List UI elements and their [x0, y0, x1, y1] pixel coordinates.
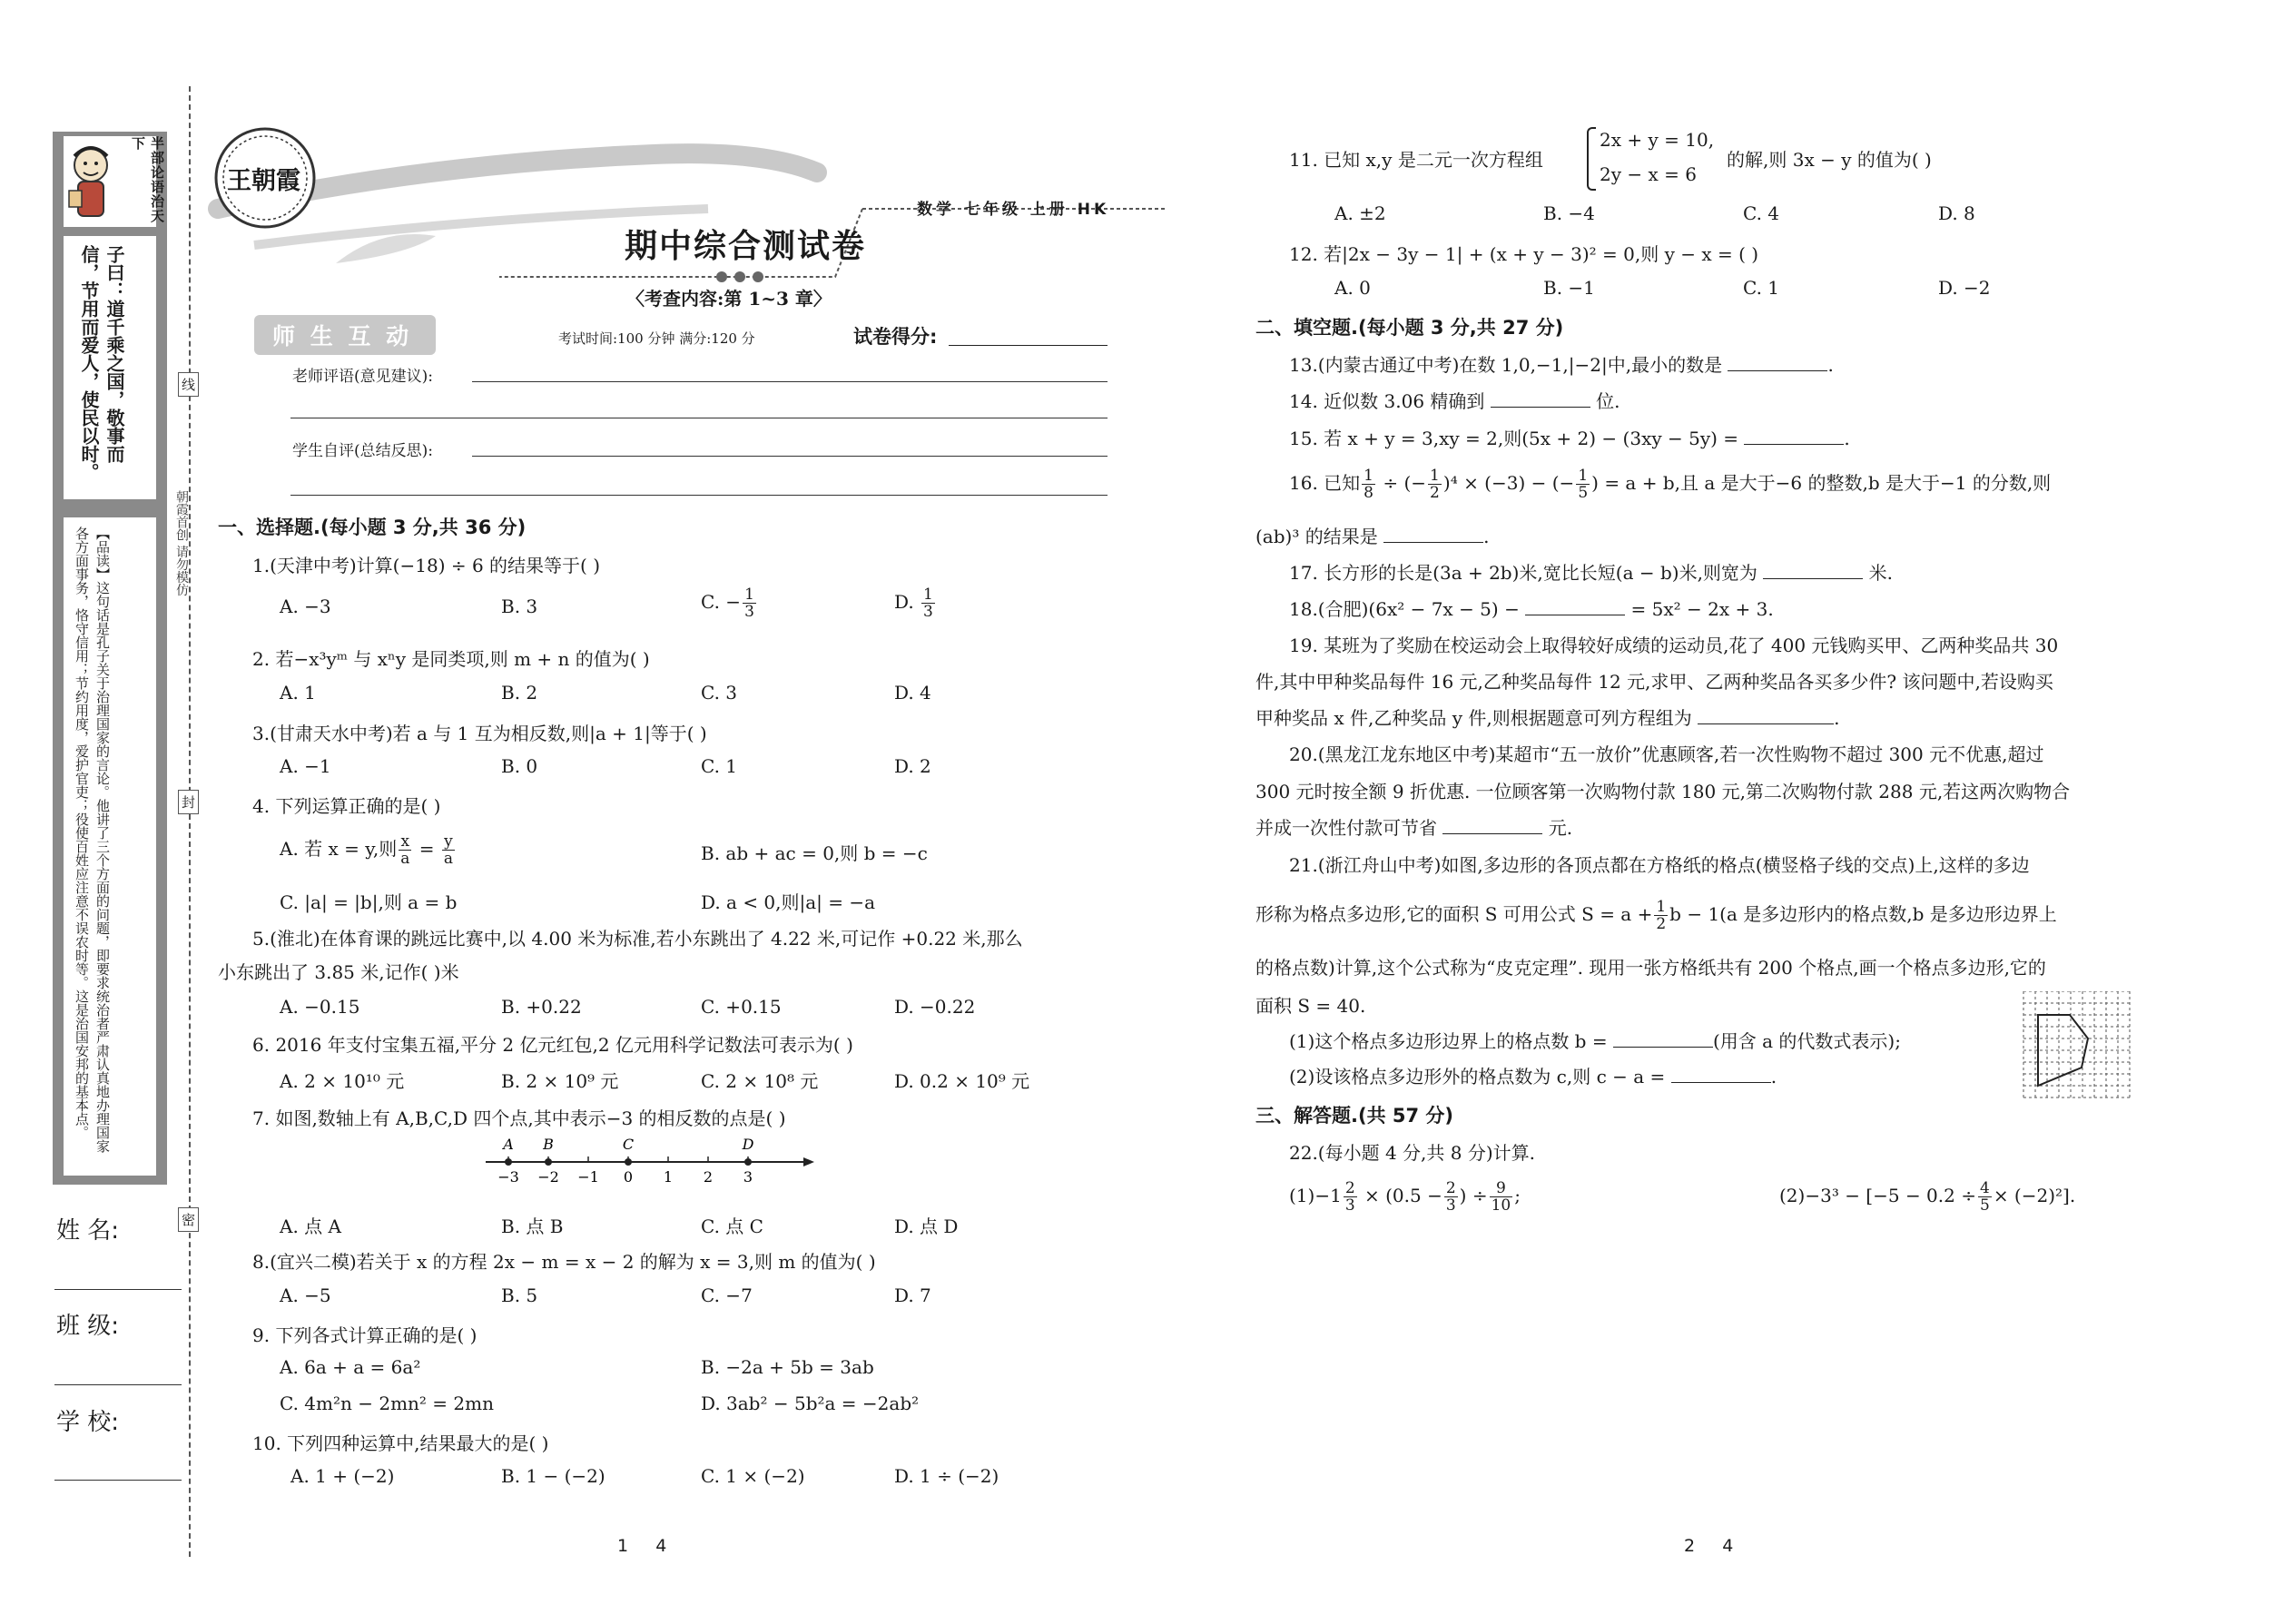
page-title: 期中综合测试卷 — [625, 227, 867, 265]
question-17: 17. 长方形的长是(3a + 2b)米,宽比长短(a − b)米,则宽为 米. — [1289, 562, 1894, 584]
interaction-label: 师 生 互 动 — [272, 323, 413, 349]
q6-option-b[interactable]: B. 2 × 10⁹ 元 — [501, 1070, 619, 1092]
binding-dashed-line — [189, 86, 191, 1557]
q21-2-blank[interactable] — [1671, 1066, 1771, 1083]
teacher-comment-label: 老师评语(意见建议): — [292, 368, 433, 386]
score-field[interactable] — [949, 345, 1108, 346]
number-line-tick-label: −3 — [497, 1168, 519, 1186]
subject-tags: 数学 七年级 上册 HK — [917, 201, 1110, 219]
q8-option-c[interactable]: C. −7 — [701, 1284, 753, 1306]
q9-option-c[interactable]: C. 4m²n − 2mn² = 2mn — [280, 1393, 494, 1414]
question-12: 12. 若|2x − 3y − 1| + (x + y − 3)² = 0,则 y − x = ( ) — [1289, 243, 1759, 265]
question-22: 22.(每小题 4 分,共 8 分)计算. — [1289, 1142, 1536, 1164]
question-9: 9. 下列各式计算正确的是( ) — [252, 1324, 478, 1346]
name-field[interactable] — [54, 1289, 182, 1290]
number-line-point — [625, 1158, 632, 1166]
number-line-tick-label: −1 — [577, 1168, 599, 1186]
q3-option-a[interactable]: A. −1 — [280, 755, 331, 777]
sidebar-vertical-note: 朝霞首创 请勿模仿 — [174, 490, 189, 596]
q16-blank[interactable] — [1383, 526, 1483, 543]
question-7: 7. 如图,数轴上有 A,B,C,D 四个点,其中表示−3 的相反数的点是( ) — [252, 1107, 786, 1129]
school-field[interactable] — [54, 1480, 182, 1481]
student-comment-line-2[interactable] — [290, 495, 1108, 496]
q8-option-a[interactable]: A. −5 — [280, 1284, 331, 1306]
school-label: 学 校: — [56, 1409, 120, 1436]
scholar-cartoon-icon — [65, 138, 118, 221]
teacher-comment-line-1[interactable] — [472, 381, 1108, 382]
question-15: 15. 若 x + y = 3,xy = 2,则(5x + 2) − (3xy − 5y) = . — [1289, 428, 1850, 449]
question-21-part2: (2)设该格点多边形外的格点数为 c,则 c − a = . — [1289, 1066, 1777, 1088]
q6-option-a[interactable]: A. 2 × 10¹⁰ 元 — [280, 1070, 405, 1092]
q7-option-d[interactable]: D. 点 D — [894, 1216, 959, 1237]
q10-option-c[interactable]: C. 1 × (−2) — [701, 1465, 805, 1487]
q5-option-b[interactable]: B. +0.22 — [501, 996, 582, 1018]
section-fill-title: 二、填空题.(每小题 3 分,共 27 分) — [1255, 317, 1564, 339]
page-number-right: 2 4 — [1684, 1536, 1734, 1556]
question-21-line3: 的格点数)计算,这个公式称为“皮克定理”. 现用一张方格纸共有 200 个格点,画一个格点多边形,它的 — [1255, 957, 2046, 979]
question-1: 1.(天津中考)计算(−18) ÷ 6 的结果等于( ) — [252, 555, 601, 576]
number-line-point — [505, 1158, 512, 1166]
q3-option-d[interactable]: D. 2 — [894, 755, 931, 777]
question-13: 13.(内蒙古通辽中考)在数 1,0,−1,|−2|中,最小的数是 . — [1289, 354, 1834, 376]
q21-1-blank[interactable] — [1613, 1030, 1713, 1048]
question-10: 10. 下列四种运算中,结果最大的是( ) — [252, 1432, 549, 1454]
binding-mark-3: 密 — [178, 1207, 199, 1232]
q19-blank[interactable] — [1698, 707, 1834, 724]
number-line-tick-label: 3 — [743, 1168, 753, 1186]
q5-option-a[interactable]: A. −0.15 — [280, 996, 360, 1018]
question-11-a: 11. 已知 x,y 是二元一次方程组 — [1289, 149, 1543, 171]
q7-option-b[interactable]: B. 点 B — [501, 1216, 564, 1237]
q11-brace — [1587, 127, 1596, 191]
brand-logo-text: 王朝霞 — [227, 167, 300, 195]
page-number-left: 1 4 — [617, 1536, 667, 1556]
q12-option-a[interactable]: A. 0 — [1334, 277, 1371, 299]
number-line-point-label: B — [543, 1136, 554, 1153]
q11-equation-2: 2y − x = 6 — [1600, 163, 1697, 185]
q2-option-c[interactable]: C. 3 — [701, 682, 738, 704]
score-label: 试卷得分: — [853, 326, 938, 348]
question-20-line3: 并成一次性付款可节省 元. — [1255, 817, 1573, 839]
q12-option-c[interactable]: C. 1 — [1743, 277, 1780, 299]
student-comment-label: 学生自评(总结反思): — [292, 442, 433, 460]
q12-option-b[interactable]: B. −1 — [1543, 277, 1595, 299]
question-22-part1: (1)−1 $\frac{2}{3}$ × (0.5 − $\frac{2}{3}$ ) ÷ $\frac{9}{10}$ ; — [1289, 1179, 1521, 1215]
number-line-figure — [481, 1135, 817, 1198]
q18-blank[interactable] — [1525, 598, 1625, 615]
exam-scope: 〈考查内容:第 1~3 章〉 — [626, 288, 832, 310]
q7-option-a[interactable]: A. 点 A — [280, 1216, 341, 1237]
q8-option-d[interactable]: D. 7 — [894, 1284, 931, 1306]
student-comment-line-1[interactable] — [472, 456, 1108, 457]
q11-option-a[interactable]: A. ±2 — [1334, 202, 1386, 224]
question-5-line1: 5.(淮北)在体育课的跳远比赛中,以 4.00 米为标准,若小东跳出了 4.22 米,可记作 +0.22 米,那么 — [252, 928, 1023, 950]
question-3: 3.(甘肃天水中考)若 a 与 1 互为相反数,则|a + 1|等于( ) — [252, 723, 707, 744]
number-line-point — [545, 1158, 552, 1166]
question-2: 2. 若−x³yᵐ 与 xⁿy 是同类项,则 m + n 的值为( ) — [252, 648, 650, 670]
q2-option-d[interactable]: D. 4 — [894, 682, 931, 704]
q1-option-b[interactable]: B. 3 — [501, 595, 538, 617]
sidebar-quote: 子曰：道千乘之国，敬事而信，节用而爱人，使民以时。 — [78, 245, 125, 481]
question-16-cont: (ab)³ 的结果是 . — [1255, 526, 1490, 547]
question-19-line3: 甲种奖品 x 件,乙种奖品 y 件,则根据题意可列方程组为 . — [1255, 707, 1840, 729]
question-21-line1: 21.(浙江舟山中考)如图,多边形的各顶点都在方格纸的格点(横竖格子线的交点)上,这样的多边 — [1289, 854, 2030, 876]
number-line-tick-label: 0 — [623, 1168, 634, 1186]
q1-option-a[interactable]: A. −3 — [280, 595, 331, 617]
q10-option-a[interactable]: A. 1 + (−2) — [290, 1465, 395, 1487]
q7-option-c[interactable]: C. 点 C — [701, 1216, 763, 1237]
q11-option-c[interactable]: C. 4 — [1743, 202, 1780, 224]
q5-option-c[interactable]: C. +0.15 — [701, 996, 782, 1018]
sidebar-reading: 【品读】这句话是孔子关于治理国家的言论。他讲了三个方面的问题，即要求统治者严肃认真地办理国家各方面事务，恪守信用；节约用度，爱护官吏；役使百姓应注意不误农时等。这是治国安邦的基本点。 — [74, 527, 111, 1153]
q4-option-b[interactable]: B. ab + ac = 0,则 b = −c — [701, 842, 928, 864]
q6-option-d[interactable]: D. 0.2 × 10⁹ 元 — [894, 1070, 1030, 1092]
number-line-tick-label: −2 — [537, 1168, 559, 1186]
q9-option-b[interactable]: B. −2a + 5b = 3ab — [701, 1356, 874, 1378]
question-21-part1: (1)这个格点多边形边界上的格点数 b = (用含 a 的代数式表示); — [1289, 1030, 1901, 1052]
q5-option-d[interactable]: D. −0.22 — [894, 996, 976, 1018]
question-21-line2: 形称为格点多边形,它的面积 S 可用公式 S = a + $\frac{1}{2}$ b − 1(a 是多边形内的格点数,b 是多边形边界上 — [1255, 898, 2057, 933]
class-field[interactable] — [54, 1384, 182, 1385]
q3-option-c[interactable]: C. 1 — [701, 755, 738, 777]
question-20-line2: 300 元时按全额 9 折优惠. 一位顾客第一次购物付款 180 元,第二次购物付款 288 元,若这两次购物合 — [1255, 781, 2071, 802]
number-line-point — [744, 1158, 752, 1166]
q14-blank[interactable] — [1491, 390, 1590, 408]
q9-option-d[interactable]: D. 3ab² − 5b²a = −2ab² — [701, 1393, 920, 1414]
q2-option-a[interactable]: A. 1 — [280, 682, 316, 704]
section-solve-title: 三、解答题.(共 57 分) — [1255, 1105, 1454, 1127]
number-line-tick-label: 2 — [703, 1168, 714, 1186]
q11-option-d[interactable]: D. 8 — [1938, 202, 1975, 224]
question-21-line4: 面积 S = 40. — [1255, 995, 1366, 1017]
q13-blank[interactable] — [1728, 354, 1827, 371]
question-19-line2: 件,其中甲种奖品每件 16 元,乙种奖品每件 12 元,求甲、乙两种奖品各买多少件? 该问题中,若设购买 — [1255, 671, 2053, 693]
q20-blank[interactable] — [1442, 817, 1542, 834]
number-line-point-label: D — [742, 1136, 754, 1153]
q6-option-c[interactable]: C. 2 × 10⁸ 元 — [701, 1070, 819, 1092]
q4-option-d[interactable]: D. a < 0,则|a| = −a — [701, 891, 876, 913]
number-line-tick-label: 1 — [663, 1168, 674, 1186]
sidebar-banner-text: 半部论语治天下 — [130, 136, 165, 223]
question-11-b: 的解,则 3x − y 的值为( ) — [1727, 149, 1932, 171]
q1-option-c[interactable]: C. − $\frac{1}{3}$ — [701, 586, 754, 621]
q4-option-a[interactable]: A. 若 x = y,则 $\frac{x}{a}$ = $\frac{y}{a}$ — [280, 832, 454, 868]
q3-option-b[interactable]: B. 0 — [501, 755, 538, 777]
q15-blank[interactable] — [1744, 428, 1844, 445]
q2-option-b[interactable]: B. 2 — [501, 682, 538, 704]
number-line-point-label: C — [622, 1136, 635, 1153]
q17-blank[interactable] — [1763, 562, 1863, 579]
q9-option-a[interactable]: A. 6a + a = 6a² — [280, 1356, 421, 1378]
q11-equation-1: 2x + y = 10, — [1600, 129, 1715, 151]
question-18: 18.(合肥)(6x² − 7x − 5) − = 5x² − 2x + 3. — [1289, 598, 1774, 620]
exam-info: 考试时间:100 分钟 满分:120 分 — [558, 330, 755, 347]
number-line-point-label: A — [503, 1136, 514, 1153]
question-20-line1: 20.(黑龙江龙东地区中考)某超市“五一放价”优惠顾客,若一次性购物不超过 300 元不优惠,超过 — [1289, 743, 2044, 765]
question-22-part2: (2)−3³ − [−5 − 0.2 ÷ $\frac{4}{5}$ × (−2)²]. — [1779, 1179, 2076, 1215]
name-label: 姓 名: — [56, 1217, 120, 1245]
q11-option-b[interactable]: B. −4 — [1543, 202, 1595, 224]
question-19-line1: 19. 某班为了奖励在校运动会上取得较好成绩的运动员,花了 400 元钱购买甲、乙两种奖品共 30 — [1289, 635, 2059, 656]
question-5-line2: 小东跳出了 3.85 米,记作( )米 — [218, 961, 459, 983]
class-label: 班 级: — [56, 1313, 120, 1340]
question-4: 4. 下列运算正确的是( ) — [252, 795, 441, 817]
lattice-polygon-figure — [2020, 991, 2138, 1105]
q1-option-d[interactable]: D. $\frac{1}{3}$ — [894, 586, 933, 621]
binding-mark-2: 封 — [178, 790, 199, 814]
q10-option-b[interactable]: B. 1 − (−2) — [501, 1465, 605, 1487]
binding-mark-1: 线 — [178, 372, 199, 397]
question-14: 14. 近似数 3.06 精确到 位. — [1289, 390, 1620, 412]
q10-option-d[interactable]: D. 1 ÷ (−2) — [894, 1465, 999, 1487]
q4-option-c[interactable]: C. |a| = |b|,则 a = b — [280, 891, 458, 913]
question-6: 6. 2016 年支付宝集五福,平分 2 亿元红包,2 亿元用科学记数法可表示为( ) — [252, 1034, 853, 1056]
question-8: 8.(宜兴二模)若关于 x 的方程 2x − m = x − 2 的解为 x = 3,则 m 的值为( ) — [252, 1251, 876, 1273]
section-choice-title: 一、选择题.(每小题 3 分,共 36 分) — [218, 517, 527, 538]
q8-option-b[interactable]: B. 5 — [501, 1284, 538, 1306]
q12-option-d[interactable]: D. −2 — [1938, 277, 1991, 299]
number-line-arrow — [803, 1157, 814, 1166]
question-16: 16. 已知 $\frac{1}{8}$ ÷ (− $\frac{1}{2}$ )⁴ × (−3) − (− $\frac{1}{5}$ ) = a + b,且 a 是大于−6 的整数,b 是大于−1 的分数,则 — [1289, 467, 2052, 502]
